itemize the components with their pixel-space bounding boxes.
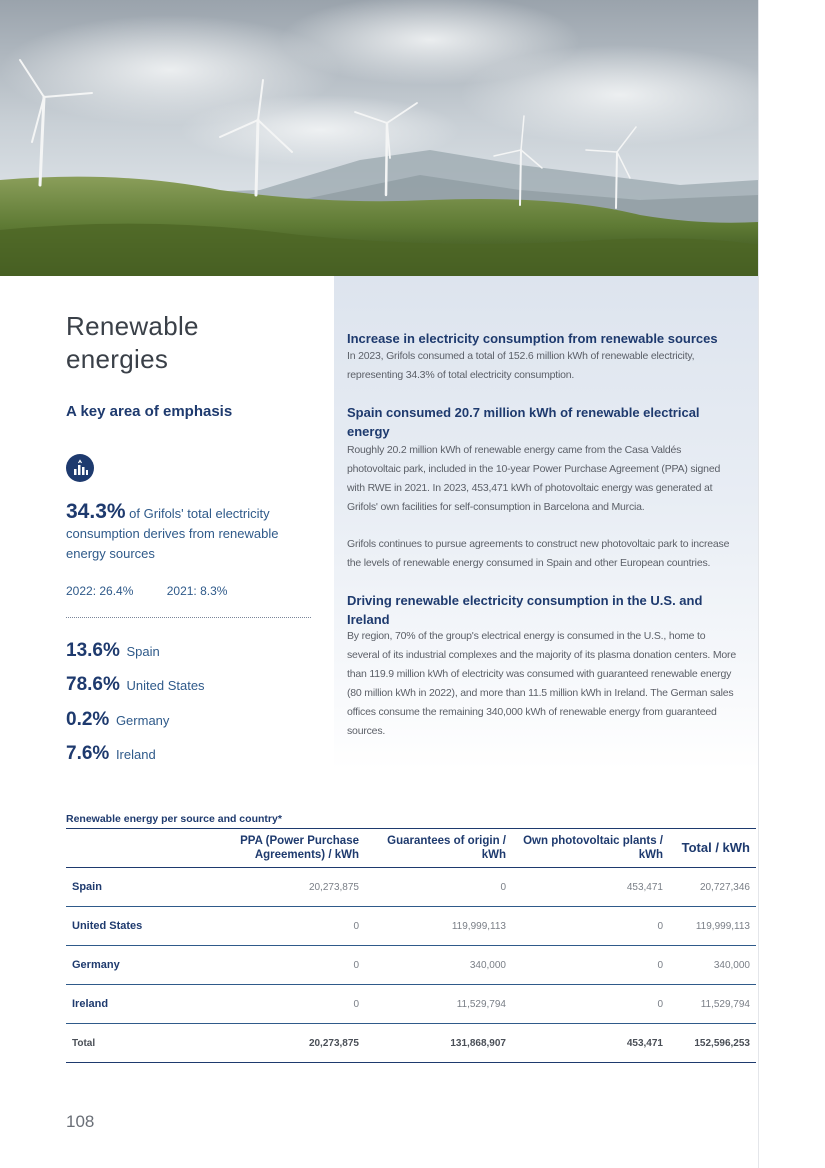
table-cell: 11,529,794	[365, 985, 512, 1024]
section-body: Roughly 20.2 million kWh of renewable energy came from the Casa Valdés photovoltaic park, included in the 10-year Power Purchase Agreement (PPA) signed with RWE in 2021. In 2023, 453,471 kWh of photovoltaic energy was generated at Grifols' own facilities for self-consumption in Barcelona and Murcia.	[347, 444, 721, 513]
page-title	[66, 310, 199, 376]
table-cell: 20,273,875	[198, 1024, 365, 1063]
region-stat	[66, 709, 169, 731]
table-header: Total / kWh	[669, 829, 756, 868]
table-cell: United States	[66, 907, 198, 946]
table-cell: 20,727,346	[669, 868, 756, 907]
table-cell: 340,000	[669, 946, 756, 985]
region-stat-label: Ireland	[115, 747, 156, 762]
key-figure-value: 34.3%	[66, 500, 126, 523]
table-cell: 0	[512, 907, 669, 946]
section-heading: Increase in electricity consumption from renewable sources	[347, 331, 718, 346]
section-heading: Spain consumed 20.7 million kWh of renewable electrical energy	[347, 405, 700, 439]
table-cell: Ireland	[66, 985, 198, 1024]
table-total-row	[66, 1024, 756, 1063]
page-edge	[758, 0, 825, 1168]
table-cell: 0	[512, 946, 669, 985]
region-stat	[66, 640, 160, 662]
title-line-2: energies	[66, 344, 169, 374]
previous-years	[66, 584, 257, 598]
table-cell: 340,000	[365, 946, 512, 985]
page-number: 108	[66, 1112, 95, 1131]
table-cell: 131,868,907	[365, 1024, 512, 1063]
table-header: Guarantees of origin / kWh	[365, 829, 512, 868]
region-stat-value: 78.6%	[66, 674, 120, 695]
table-cell: 11,529,794	[669, 985, 756, 1024]
table-cell: 0	[198, 946, 365, 985]
dotted-divider	[66, 617, 311, 618]
renewable-energy-table	[66, 828, 756, 1063]
section-body: By region, 70% of the group's electrical energy is consumed in the U.S., home to several of its industrial complexes and the majority of its plasma donation centers. More than 119.9 million kWh of electricity was consumed with guaranteed renewable energy (80 million kWh in 2022), and more than 11.5 million kWh in Ireland. The German sales offices consume the remaining 340,000 kWh of renewable energy from guaranteed sources.	[347, 630, 736, 737]
prev-year-2022: 2022: 26.4%	[66, 584, 134, 598]
table-row	[66, 946, 756, 985]
subtitle: A key area of emphasis	[66, 403, 233, 420]
key-figure	[66, 502, 311, 564]
table-header-row	[66, 829, 756, 868]
region-stat-label: United States	[126, 678, 205, 693]
table-cell: 0	[365, 868, 512, 907]
section-heading: Driving renewable electricity consumption in the U.S. and Ireland	[347, 593, 703, 627]
title-line-1: Renewable	[66, 311, 199, 341]
table-cell: 119,999,113	[365, 907, 512, 946]
region-stat-value: 7.6%	[66, 743, 110, 764]
section-body: In 2023, Grifols consumed a total of 152.6 million kWh of renewable electricity, representing 34.3% of total electricity consumption.	[347, 350, 695, 381]
table-cell: 0	[512, 985, 669, 1024]
section-body: Grifols continues to pursue agreements to construct new photovoltaic park to increase the levels of renewable energy consumed in Spain and other European countries.	[347, 538, 730, 569]
table-cell: Total	[66, 1024, 198, 1063]
table-header: PPA (Power Purchase Agreements) / kWh	[198, 829, 365, 868]
table-cell: 119,999,113	[669, 907, 756, 946]
hero-image	[0, 0, 758, 276]
table-cell: Spain	[66, 868, 198, 907]
table-cell: 453,471	[512, 1024, 669, 1063]
table-title: Renewable energy per source and country*	[66, 813, 282, 825]
key-figure-text: of Grifols' total electricity consumption derives from renewable energy sources	[66, 506, 279, 561]
prev-year-2021: 2021: 8.3%	[166, 584, 228, 598]
table-cell: 0	[198, 907, 365, 946]
region-stat	[66, 674, 205, 696]
table-cell: 453,471	[512, 868, 669, 907]
region-stat	[66, 743, 156, 765]
region-stat-value: 13.6%	[66, 640, 120, 661]
table-cell: 152,596,253	[669, 1024, 756, 1063]
bar-chart-icon	[66, 454, 94, 482]
table-header	[66, 829, 198, 868]
table-row	[66, 985, 756, 1024]
region-stat-value: 0.2%	[66, 709, 110, 730]
table-row	[66, 868, 756, 907]
table-cell: 0	[198, 985, 365, 1024]
region-stat-label: Spain	[126, 644, 160, 659]
table-row	[66, 907, 756, 946]
table-cell: Germany	[66, 946, 198, 985]
table-cell: 20,273,875	[198, 868, 365, 907]
table-header: Own photovoltaic plants / kWh	[512, 829, 669, 868]
region-stat-label: Germany	[115, 713, 170, 728]
